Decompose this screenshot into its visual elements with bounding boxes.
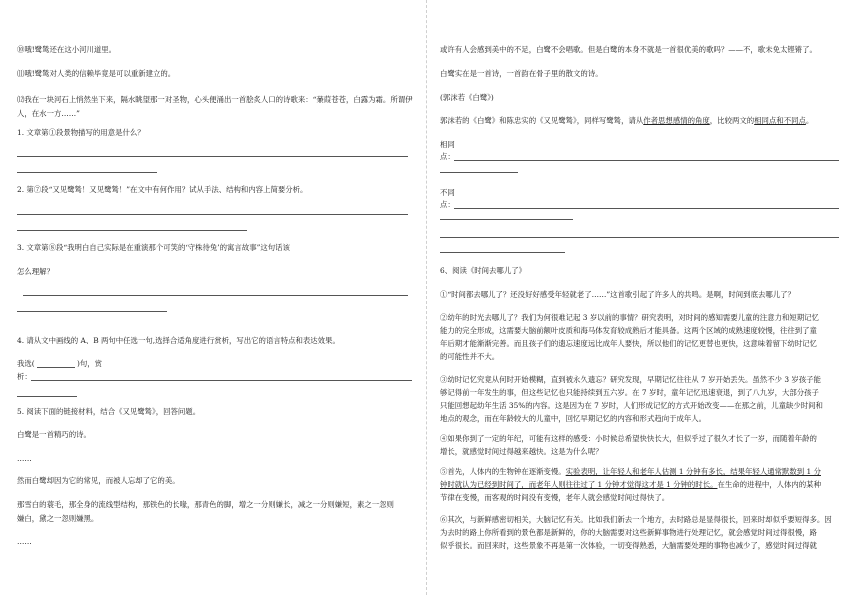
q4-fill-b: )句，赏 <box>77 359 103 368</box>
compare-question-e: 。 <box>805 116 814 125</box>
question-6: 6、阅读《时间去哪儿了》 <box>440 266 527 275</box>
section-5-line-3: 节律在变慢，而客观的时间没有变慢，老年人就会感觉时间过得快了。 <box>440 493 670 502</box>
paragraph-12: ⑿我在一块河石上悄然坐下来，隔水眺望那一对圣物，心头便涌出一首脍炙人口的诗歌来：“蒹葭苍苍，白露为霜。所谓伊人，在水一方……” <box>17 95 413 118</box>
paragraph-11: ⑾哦!鹭鸶对人类的信赖毕竟是可以重新建立的。 <box>17 69 176 78</box>
section-5-line-1 <box>440 467 821 476</box>
answer-line-2a[interactable] <box>17 214 408 215</box>
section-5-pre: ⑤首先，人体内的生物钟在逐渐变慢。 <box>440 467 566 476</box>
same-label-a: 相同 <box>440 140 455 149</box>
link-text-2: 然而白鹭却因为它的常见，而被人忘却了它的美。 <box>17 476 180 485</box>
q4-fill-c: 析： <box>17 372 32 381</box>
answer-line-4b[interactable] <box>17 396 77 397</box>
section-1: ①“时间都去哪儿了？还没好好感受年轻就老了……”这首歌引起了许多人的共鸣。是啊，时间到底去哪儿了？ <box>440 290 795 299</box>
compare-question-a: 郭沫若的《白鹭》和陈忠实的《又见鹭鸶》，同样写鹭鸶，请从 <box>440 116 644 125</box>
section-3-line-1: ③幼时记忆究竟从何时开始模糊，直到被永久遗忘？研究发现，早期记忆往往从 7 岁开始丢失。虽然不少 3 岁孩子能 <box>440 375 821 384</box>
right-column <box>440 0 840 595</box>
question-3-line-2: 怎么理解？ <box>17 267 54 276</box>
section-3-line-3: 只能回想起幼年生活 35%的内容。这是因为在 7 岁时，人们形成记忆的方式开始改变——在那之前，儿童缺少时间和 <box>440 401 823 410</box>
section-3-line-2: 够记得前一年发生的事，但这些记忆也只能持续到五六岁。在 7 岁时，童年记忆迅速衰退，到了八九岁，大部分孩子 <box>440 388 819 397</box>
q4-choice-blank[interactable] <box>37 367 75 368</box>
answer-line-3b[interactable] <box>17 311 167 312</box>
answer-line-1a[interactable] <box>17 156 408 157</box>
ellipsis-2: …… <box>17 537 32 546</box>
section-5-line-2 <box>440 480 821 489</box>
section-3-line-4: 地点的观念，而在年龄较大的儿童中，回忆早期记忆的内容和形式趋向于成年人。 <box>440 414 707 423</box>
section-4-line-1: ④如果你到了一定的年纪，可能有这样的感受：小时候总希望快快长大，但似乎过了很久才长了一岁，而随着年龄的 <box>440 434 817 443</box>
link-text-1: 白鹭是一首精巧的诗。 <box>17 430 91 439</box>
section-6-line-1: ⑥其次，与新鲜感密切相关，大脑记忆有关。比如我们新去一个地方，去时路总是显得很长，回来时却似乎要短得多。因 <box>440 515 832 524</box>
same-answer-line-b[interactable] <box>440 172 518 173</box>
section-5-post: 在生命的进程中，人体内的某种 <box>717 480 821 489</box>
link-text-3-line-1: 那雪白的蓑毛，那全身的流线型结构，那铁色的长喙，那青色的脚，增之一分则嫌长，减之一分则嫌短，素之一忽则 <box>17 500 394 509</box>
diff-label-a: 不同 <box>440 188 455 197</box>
section-6-line-2: 为去时的路上你所看到的景色都是新鲜的，你的大脑需要对这些新鲜事物进行处理记忆，就会感觉时间过得很慢，路 <box>440 528 817 537</box>
diff-answer-line-a[interactable] <box>454 208 839 209</box>
question-2: 2. 第⑦段“又见鹭鸶！又见鹭鸶！”在文中有何作用？试从手法、结构和内容上简要分析。 <box>17 185 308 194</box>
diff-label-b: 点： <box>440 200 455 209</box>
compare-question-c: ，比较两文的 <box>709 116 755 125</box>
ellipsis-1: …… <box>17 454 32 463</box>
section-2-line-4: 的可能性并不大。 <box>440 352 500 361</box>
compare-question <box>440 116 813 125</box>
answer-line-1b[interactable] <box>17 172 157 173</box>
question-4: 4. 请从文中画线的 A、B 两句中任选一句,选择合适角度进行赏析，写出它的语言特点和表达效果。 <box>17 336 340 345</box>
diff-answer-line-c[interactable] <box>440 237 839 238</box>
link-text-3-line-2: 嫌白，黛之一忽则嫌黑。 <box>17 514 99 523</box>
question-3-line-1: 3. 文章第⑧段“我明白自己实际是在重演那个可笑的‘守株待兔’的寓言故事”这句话该 <box>17 243 290 252</box>
q4-fill-a: 我选( <box>17 359 35 368</box>
section-4-line-2: 增长，就感觉时间过得越来越快。这是为什么呢？ <box>440 447 603 456</box>
sentence-a-part-2: 钟时就认为已经到时间了，而老年人则往往过了 1 分钟才觉得这才是 1 分钟的时长。 <box>440 480 718 489</box>
right-text-1: 或许有人会感到美中的不足，白鹭不会唱歌。但是白鹭的本身不就是一首很优美的歌吗？——不，歌未免太铿锵了。 <box>440 45 817 54</box>
left-column <box>17 0 413 595</box>
question-5: 5. 阅读下面的链接材料，结合《又见鹭鸶》，回答问题。 <box>17 407 201 416</box>
paragraph-10: ⑩哦!鹭鸶还在这小河川道里。 <box>17 45 117 54</box>
diff-answer-line-d[interactable] <box>440 252 565 253</box>
answer-line-2b[interactable] <box>17 230 247 231</box>
right-text-2: 白鹭实在是一首诗，一首韵在骨子里的散文的诗。 <box>440 69 603 78</box>
question-1: 1. 文章第①段景物描写的用意是什么？ <box>17 128 145 137</box>
compare-question-b: 作者思想感情的角度 <box>643 116 710 125</box>
diff-answer-line-b[interactable] <box>440 219 573 220</box>
section-2-line-1: ②幼年的时光去哪儿了？我们为何很难记起 3 岁以前的事情？研究表明，对时间的感知需要儿童的注意力和短期记忆 <box>440 313 819 322</box>
section-2-line-3: 年后期才能渐渐完善。而且孩子们的遗忘速度远比成年人要快，所以他们的记忆更替也更快，这意味着留下幼时记忆 <box>440 339 817 348</box>
column-divider <box>426 0 427 595</box>
citation: (郭沫若《白鹭》) <box>440 93 494 102</box>
answer-line-3a[interactable] <box>23 295 408 296</box>
section-6-line-3: 似乎很长。而回来时，这些景象不再是第一次体验，一切变得熟悉，大脑需要处理的事物也减少了，感觉时间过得就 <box>440 541 817 550</box>
same-label-b: 点： <box>440 152 455 161</box>
compare-question-d: 相同点和不同点 <box>754 116 806 125</box>
section-2-line-2: 能力的完全形成，这需要大脑前额叶皮质和海马体发育较成熟后才能具备。这两个区域的成熟速度较慢，往往到了童 <box>440 326 817 335</box>
answer-line-4a[interactable] <box>31 380 412 381</box>
sentence-a-part-1: 实验表明，让年轻人和老年人估测 1 分钟有多长，结果年轻人通常默数到 1 分 <box>565 467 821 476</box>
same-answer-line-a[interactable] <box>454 160 839 161</box>
